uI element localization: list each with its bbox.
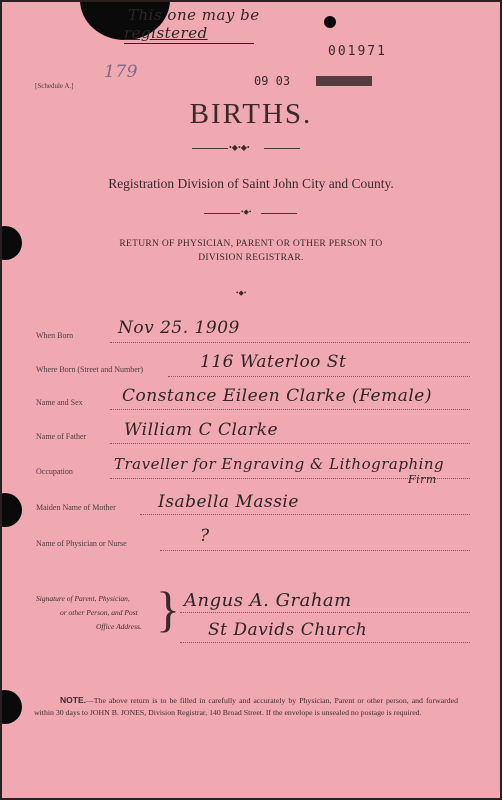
field-line-when-born xyxy=(110,342,470,343)
note-text: —The above return is to be filled in carefully and accurately by Physician, Parent or other person, and forwarded within 30 days to JOHN B. JONES, Division Registrar, 140 Broad Street. If the envelope is unsealed no postage is required. xyxy=(34,696,458,717)
field-label-physician: Name of Physician or Nurse xyxy=(36,539,127,548)
field-label-father: Name of Father xyxy=(36,432,87,441)
field-value-where-born: 116 Waterloo St xyxy=(200,352,347,372)
field-line-father xyxy=(110,443,470,444)
footer-note xyxy=(34,694,458,719)
page-mark: 179 xyxy=(104,62,138,82)
page-title: BIRTHS. xyxy=(189,98,313,130)
signature-label-line1: Signature of Parent, Physician, xyxy=(36,594,130,603)
field-value-occupation-extra: Firm xyxy=(408,473,437,486)
return-heading-line1: RETURN OF PHYSICIAN, PARENT OR OTHER PERSON TO xyxy=(119,239,383,249)
field-line-where-born xyxy=(168,376,470,377)
address-line xyxy=(180,642,470,643)
division-heading: Registration Division of Saint John City and County. xyxy=(108,176,394,191)
field-label-where-born: Where Born (Street and Number) xyxy=(36,365,144,374)
handwritten-note-line2: registered xyxy=(124,24,208,42)
binder-hole xyxy=(0,690,22,724)
return-heading-line2: DIVISION REGISTRAR. xyxy=(198,253,304,263)
field-value-when-born: Nov 25. 1909 xyxy=(118,318,240,338)
ornament-dots: •◆• xyxy=(236,289,247,297)
signature-address: St Davids Church xyxy=(208,620,368,640)
field-value-physician: ? xyxy=(200,526,210,546)
ornament-dots: •◆•◆• xyxy=(229,143,250,152)
field-label-when-born: When Born xyxy=(36,331,74,340)
field-label-mother: Maiden Name of Mother xyxy=(36,503,116,512)
note-underline xyxy=(124,43,254,44)
ornament-rule xyxy=(264,148,300,149)
ornament-dots: •◆• xyxy=(241,208,252,216)
signature-label-line3: Office Address. xyxy=(96,622,142,631)
struck-out-stamp xyxy=(316,76,372,86)
field-value-occupation: Traveller for Engraving & Lithographing xyxy=(114,455,445,473)
field-value-name-sex: Constance Eileen Clarke (Female) xyxy=(122,386,432,406)
field-line-name-sex xyxy=(110,409,470,410)
schedule-label: [Schedule A.] xyxy=(35,82,74,90)
ornament-rule xyxy=(261,213,297,214)
field-value-mother: Isabella Massie xyxy=(158,492,299,512)
signature-line xyxy=(180,612,470,613)
signature-name: Angus A. Graham xyxy=(184,590,352,611)
ornament-rule xyxy=(204,213,240,214)
ornament-rule xyxy=(192,148,228,149)
field-line-physician xyxy=(160,550,470,551)
serial-number: 001971 xyxy=(328,44,387,59)
field-label-occupation: Occupation xyxy=(36,467,73,476)
binder-hole xyxy=(0,493,22,527)
signature-brace: } xyxy=(156,581,180,637)
field-value-father: William C Clarke xyxy=(124,420,279,440)
field-line-mother xyxy=(140,514,470,515)
field-label-name-sex: Name and Sex xyxy=(36,398,83,407)
note-lead: NOTE. xyxy=(60,695,86,705)
stamp-number: 09 03 xyxy=(254,74,291,88)
binder-hole xyxy=(324,16,336,28)
signature-label-line2: or other Person, and Post xyxy=(60,608,138,617)
handwritten-note-line1: This one may be xyxy=(128,6,260,24)
